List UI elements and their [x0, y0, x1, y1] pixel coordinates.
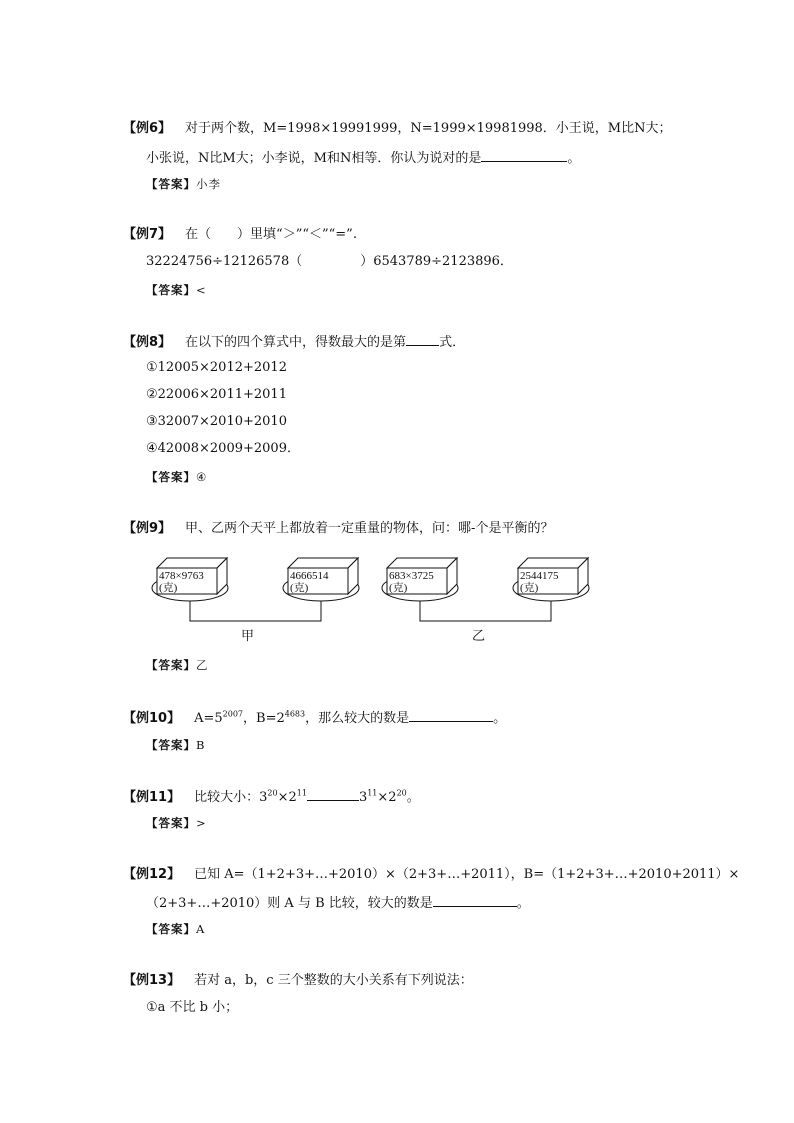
example-13-label: 【例13】	[123, 973, 181, 988]
example-7-answer: 【答案】<	[146, 283, 207, 297]
example-13-question: 【例13】 若对 a，b，c 三个整数的大小关系有下列说法：	[123, 973, 473, 988]
box-2-unit: (克)	[290, 582, 309, 594]
example-7-question: 【例7】 在（ ）里填“＞”“＜”“=”.	[123, 227, 357, 242]
example-8-item-3: ③32007×2010+2010	[146, 414, 287, 429]
example-12-question-line2: （2+3+…+2010）则 A 与 B 比较，较大的数是 。	[146, 893, 530, 913]
example-12-label: 【例12】	[123, 867, 181, 882]
balance-scales-figure	[140, 548, 590, 648]
scale-b-beam	[420, 601, 551, 621]
example-13-item-1: ①a 不比 b 小；	[146, 1000, 239, 1015]
box-3-unit: (克)	[389, 582, 408, 594]
box-4-unit: (克)	[520, 582, 539, 594]
example-8-item-4: ④42008×2009+2009．	[146, 441, 300, 456]
example-12-answer: 【答案】A	[146, 922, 206, 936]
example-11-answer: 【答案】>	[146, 816, 207, 830]
example-10-label: 【例10】	[123, 711, 181, 726]
answer-blank	[406, 332, 439, 346]
box-4-value: 2544175	[520, 570, 559, 582]
answer-blank	[409, 708, 493, 722]
example-10-question: 【例10】 $A=5^{2007}$，$B=2^{4683}$，那么较大的数是 。	[123, 709, 507, 726]
box-1-unit: (克)	[159, 582, 178, 594]
answer-blank	[307, 787, 359, 801]
example-8-item-2: ②22006×2011+2011	[146, 387, 287, 402]
example-10-answer: 【答案】B	[146, 738, 206, 752]
example-9-label: 【例9】	[123, 521, 172, 536]
answer-blank	[481, 148, 567, 162]
example-12-question: 【例12】 已知 A=（1+2+3+…+2010）×（2+3+…+2011），B=（1+2+3+…+2010+2011）×	[123, 867, 740, 882]
box-3-value: 683×3725	[389, 570, 434, 582]
example-9-question: 【例9】 甲、乙两个天平上都放着一定重量的物体，问：哪-个是平衡的？	[123, 521, 554, 536]
example-6-question: 【例6】 对于两个数，M=1998×19991999，N=1999×19981998．小王说，M比N大；	[123, 121, 672, 136]
example-6-answer: 【答案】小李	[146, 177, 221, 191]
box-1-value: 478×9763	[159, 570, 204, 582]
example-11-label: 【例11】	[123, 790, 181, 805]
example-6-question-line2: 小张说，N比M大；小李说，M和N相等．你认为说对的是 。	[146, 148, 580, 168]
scale-a-label: 甲	[241, 628, 255, 643]
example-8-item-1: ①12005×2012+2012	[146, 360, 287, 375]
scale-a-beam	[190, 601, 321, 621]
example-8-question: 【例8】 在以下的四个算式中，得数最大的是第 式．	[123, 332, 465, 352]
example-9-answer: 【答案】乙	[146, 658, 209, 672]
scale-b-label: 乙	[472, 628, 486, 643]
example-7-label: 【例7】	[123, 227, 172, 242]
example-8-label: 【例8】	[123, 335, 172, 350]
answer-blank	[433, 893, 517, 907]
example-8-answer: 【答案】④	[146, 470, 208, 484]
example-6-label: 【例6】	[123, 121, 172, 136]
example-11-question: 【例11】 比较大小：$3^{20}\times 2^{11}$ $3^{11}\times 2^{20}$。	[123, 788, 420, 805]
example-7-expression: 32224756÷12126578（ ）6543789÷2123896．	[146, 254, 513, 269]
box-2-value: 4666514	[290, 570, 329, 582]
